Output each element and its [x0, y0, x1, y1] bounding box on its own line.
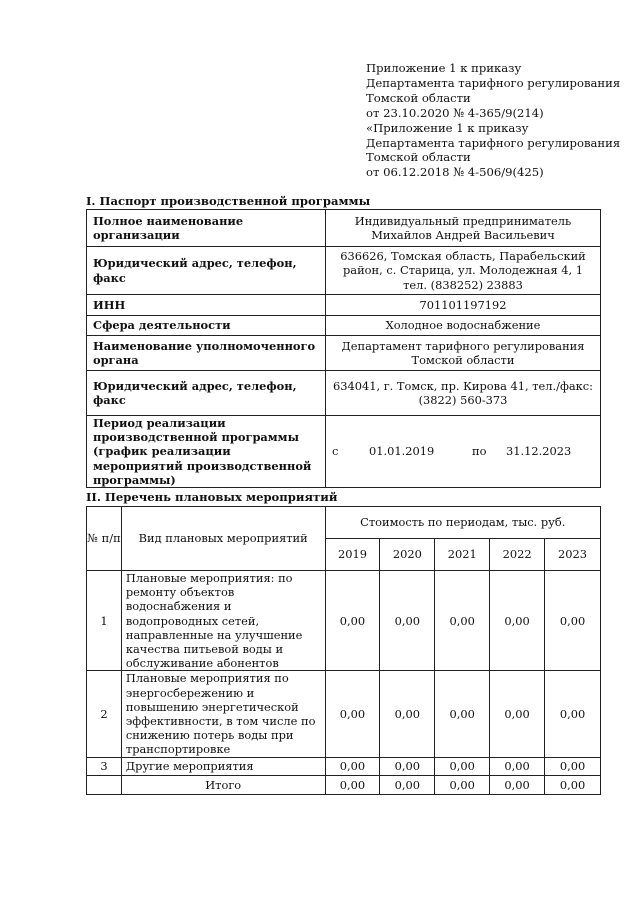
- year-header: 2020: [380, 539, 435, 571]
- period-from-word: с: [332, 444, 339, 459]
- header-line: Томской области: [366, 90, 471, 105]
- total-row: [87, 775, 601, 794]
- row-value: 0,00: [545, 571, 601, 671]
- row-value: 0,00: [380, 571, 435, 671]
- passport-value: Департамент тарифного регулирования Томской области: [326, 336, 601, 371]
- passport-value: 636626, Томская область, Парабельский район, с. Старица, ул. Молодежная 4, 1 тел. (838252) 23883: [326, 247, 601, 295]
- year-header: 2022: [490, 539, 545, 571]
- passport-label: ИНН: [87, 295, 326, 316]
- passport-label: Наименование уполномоченного органа: [87, 336, 326, 371]
- row-value: 0,00: [325, 571, 380, 671]
- row-name: Плановые мероприятия по энергосбережению и повышению энергетической эффективности, в том числе по снижению потерь воды при транспортировке: [121, 671, 325, 757]
- table-row: [87, 371, 601, 416]
- table-row: [87, 316, 601, 336]
- total-value: 0,00: [325, 775, 380, 794]
- table-row: [87, 247, 601, 295]
- row-value: 0,00: [490, 757, 545, 775]
- table-row: [87, 336, 601, 371]
- header-line: «Приложение 1 к приказу: [366, 120, 529, 135]
- header-line: Томской области: [366, 150, 471, 165]
- passport-value: Индивидуальный предприниматель Михайлов Андрей Васильевич: [326, 210, 601, 247]
- row-value: 0,00: [380, 671, 435, 757]
- row-value: 0,00: [545, 757, 601, 775]
- passport-table: [86, 209, 601, 488]
- year-header: 2019: [325, 539, 380, 571]
- measures-table: [86, 506, 601, 795]
- table-row: [87, 416, 601, 488]
- col-num-header: № п/п: [87, 507, 122, 571]
- total-num-cell: [87, 775, 122, 794]
- row-num: 3: [87, 757, 122, 775]
- year-header: 2023: [545, 539, 601, 571]
- row-name: Плановые мероприятия: по ремонту объектов водоснабжения и водопроводных сетей, направленные на улучшение качества питьевой воды и обслуживание абонентов: [121, 571, 325, 671]
- row-value: 0,00: [435, 757, 490, 775]
- passport-label: Полное наименование организации: [87, 210, 326, 247]
- year-header: 2021: [435, 539, 490, 571]
- row-value: 0,00: [380, 757, 435, 775]
- total-label: Итого: [121, 775, 325, 794]
- table-row: [87, 671, 601, 757]
- passport-value: Холодное водоснабжение: [326, 316, 601, 336]
- passport-value: 634041, г. Томск, пр. Кирова 41, тел./факс: (3822) 560-373: [326, 371, 601, 416]
- table-header-row: [87, 507, 601, 539]
- row-value: 0,00: [325, 757, 380, 775]
- total-value: 0,00: [490, 775, 545, 794]
- period-label: Период реализации производственной программы (график реализации мероприятий производственной программы): [87, 416, 326, 488]
- table-row: [87, 571, 601, 671]
- col-name-header: Вид плановых мероприятий: [121, 507, 325, 571]
- row-value: 0,00: [435, 571, 490, 671]
- header-block: [366, 61, 620, 180]
- period-value: [326, 416, 601, 488]
- table-row: [87, 295, 601, 316]
- row-name: Другие мероприятия: [121, 757, 325, 775]
- passport-label: Сфера деятельности: [87, 316, 326, 336]
- passport-title: I. Паспорт производственной программы: [86, 194, 371, 208]
- row-value: 0,00: [490, 671, 545, 757]
- row-value: 0,00: [545, 671, 601, 757]
- period-from-date: 01.01.2019: [369, 444, 435, 459]
- row-num: 1: [87, 571, 122, 671]
- total-value: 0,00: [380, 775, 435, 794]
- header-line: Департамента тарифного регулирования: [366, 135, 621, 150]
- header-line: от 06.12.2018 № 4-506/9(425): [366, 165, 544, 180]
- passport-label: Юридический адрес, телефон, факс: [87, 247, 326, 295]
- header-line: Приложение 1 к приказу: [366, 61, 522, 75]
- passport-label: Юридический адрес, телефон, факс: [87, 371, 326, 416]
- header-line: от 23.10.2020 № 4-365/9(214): [366, 105, 544, 120]
- passport-value: 701101197192: [326, 295, 601, 316]
- row-value: 0,00: [435, 671, 490, 757]
- row-num: 2: [87, 671, 122, 757]
- total-value: 0,00: [545, 775, 601, 794]
- total-value: 0,00: [435, 775, 490, 794]
- period-to-date: 31.12.2023: [506, 444, 572, 459]
- table-row: [87, 757, 601, 775]
- row-value: 0,00: [325, 671, 380, 757]
- table-row: [87, 210, 601, 247]
- measures-title: II. Перечень плановых мероприятий: [86, 490, 338, 504]
- row-value: 0,00: [490, 571, 545, 671]
- col-cost-header: Стоимость по периодам, тыс. руб.: [325, 507, 600, 539]
- period-to-word: по: [472, 444, 487, 459]
- header-line: Департамента тарифного регулирования: [366, 75, 621, 90]
